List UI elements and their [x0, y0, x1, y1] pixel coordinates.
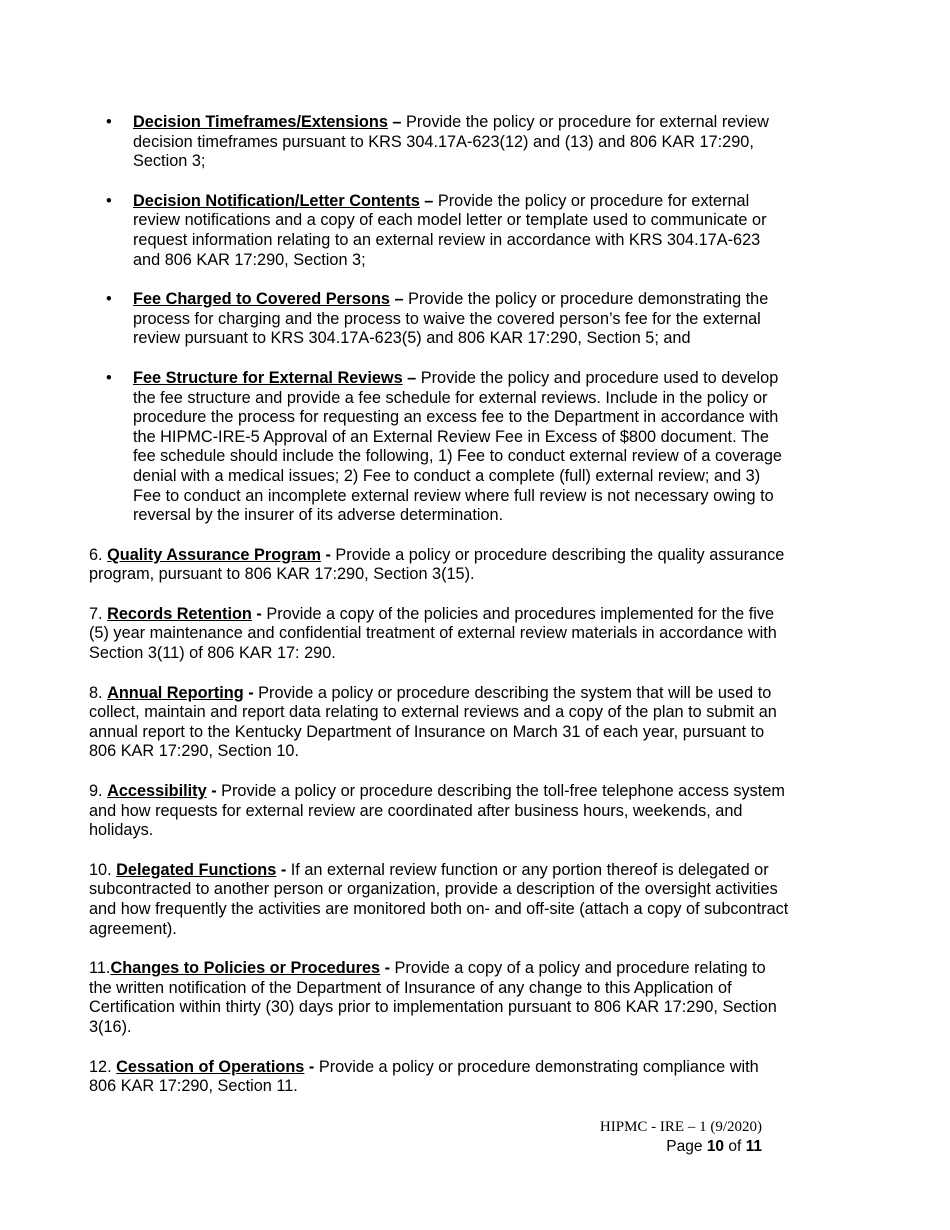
- bullet-icon: •: [106, 290, 112, 309]
- section-cessation-of-operations: [89, 1058, 789, 1097]
- section-dash: -: [206, 782, 222, 801]
- section-quality-assurance: [89, 546, 789, 585]
- section-number: 11.: [89, 959, 111, 978]
- section-heading: Delegated Functions: [116, 860, 277, 879]
- item-text: Provide the policy or procedure for external review decision timeframes pursuant to KRS 304.17A-623(12) and (13) and 806 KAR 17:290, Section 3;: [133, 113, 769, 171]
- item-heading: Fee Structure for External Reviews: [133, 368, 403, 387]
- section-dash: -: [380, 959, 395, 978]
- section-changes-to-policies: [89, 959, 789, 1037]
- item-dash: –: [387, 113, 406, 131]
- list-item: [89, 290, 789, 349]
- section-heading: Changes to Policies or Procedures: [110, 959, 381, 978]
- section-number: 8.: [89, 683, 108, 702]
- item-text: Provide the policy or procedure demonstrating the process for charging and the process to waive the covered person’s fee for the external review pursuant to KRS 304.17A-623(5) and 806 KAR 17:290, Section 5; and: [133, 290, 769, 348]
- section-dash: -: [243, 683, 259, 702]
- page-number: [600, 1137, 762, 1156]
- section-records-retention: [89, 605, 789, 664]
- section-text: Provide a policy or procedure describing the quality assurance program, pursuant to 806 KAR 17:290, Section 3(15).: [89, 545, 785, 584]
- document-body: [89, 113, 789, 1117]
- requirements-bullet-list: [89, 113, 789, 526]
- section-text: Provide a copy of a policy and procedure relating to the written notification of the Department of Insurance of any change to this Application of Certification within thirty (30) days prior to implementation pursuant to 806 KAR 17:290, Section 3(16).: [89, 959, 777, 1036]
- section-annual-reporting: [89, 684, 789, 762]
- bullet-icon: •: [106, 368, 112, 387]
- page-of: of: [724, 1138, 746, 1155]
- form-code: HIPMC - IRE – 1 (9/2020): [599, 1119, 762, 1135]
- section-heading: Accessibility: [107, 782, 207, 801]
- section-heading: Annual Reporting: [107, 683, 244, 702]
- page-total: 11: [745, 1138, 762, 1155]
- section-delegated-functions: [89, 861, 789, 939]
- section-text: Provide a policy or procedure describing the system that will be used to collect, maintain and report data relating to external reviews and a copy of the plan to submit an annual report to the Kentucky Department of Insurance on March 31 of each year, pursuant to 806 KAR 17:290, Section 10.: [89, 683, 777, 761]
- list-item: [89, 192, 789, 270]
- section-heading: Quality Assurance Program: [107, 545, 321, 564]
- section-dash: -: [304, 1057, 319, 1076]
- section-text: If an external review function or any portion thereof is delegated or subcontracted to another person or organization, provide a description of the oversight activities and how frequently the activities are monitored both on- and off-site (attach a copy of subcontract agreement).: [89, 860, 789, 938]
- item-heading: Decision Timeframes/Extensions: [133, 113, 388, 131]
- section-heading: Records Retention: [107, 604, 252, 623]
- section-dash: -: [320, 545, 336, 564]
- section-dash: -: [276, 860, 291, 879]
- item-dash: –: [419, 191, 438, 210]
- section-number: 7.: [89, 604, 108, 623]
- page-footer: [600, 1118, 762, 1156]
- page-prefix: Page: [666, 1138, 707, 1155]
- section-heading: Cessation of Operations: [116, 1057, 305, 1076]
- section-accessibility: [89, 782, 789, 841]
- section-dash: -: [251, 604, 267, 623]
- section-number: 12.: [89, 1057, 117, 1076]
- section-text: Provide a policy or procedure describing the toll-free telephone access system and how requests for external review are coordinated after business hours, weekends, and holidays.: [89, 782, 785, 840]
- item-text: Provide the policy or procedure for external review notifications and a copy of each model letter or template used to communicate or request information relating to an external review in accordance with KRS 304.17A-623 and 806 KAR 17:290, Section 3;: [133, 191, 767, 269]
- item-heading: Decision Notification/Letter Contents: [133, 191, 420, 210]
- bullet-icon: •: [106, 191, 112, 210]
- section-number: 9.: [89, 782, 108, 801]
- list-item: [89, 369, 789, 526]
- section-number: 10.: [89, 860, 117, 879]
- page-current: 10: [706, 1138, 725, 1155]
- bullet-icon: •: [106, 113, 112, 131]
- section-number: 6.: [89, 545, 108, 564]
- section-text: Provide a policy or procedure demonstrating compliance with 806 KAR 17:290, Section 11.: [89, 1057, 759, 1096]
- item-dash: –: [389, 290, 409, 309]
- list-item: [89, 113, 789, 172]
- item-dash: –: [402, 368, 421, 387]
- section-text: Provide a copy of the policies and procedures implemented for the five (5) year maintenance and confidential treatment of external review materials in accordance with Section 3(11) of 806 KAR 17: 290.: [89, 604, 777, 663]
- item-heading: Fee Charged to Covered Persons: [133, 290, 390, 309]
- item-text: Provide the policy and procedure used to develop the fee structure and provide a fee schedule for external reviews. Include in the policy or procedure the process for requesting an excess fee to the Department in accordance with the HIPMC-IRE-5 Approval of an External Review Fee in Excess of $800 document. The fee schedule should include the following, 1) Fee to conduct external review of a coverage denial with a medical issues; 2) Fee to conduct a complete (full) external review; and 3) Fee to conduct an incomplete external review where full review is not necessary owing to reversal by the insurer of its adverse determination.: [133, 368, 782, 525]
